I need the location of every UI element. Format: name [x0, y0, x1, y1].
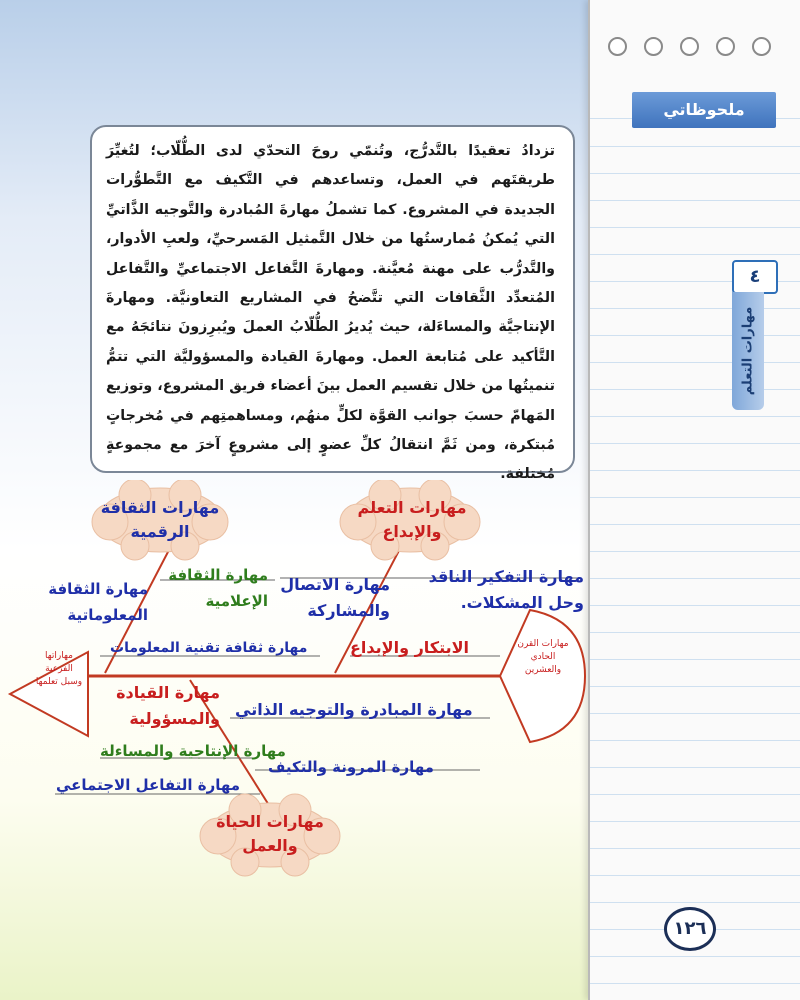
label-critical-thinking: مهارة التفكير الناقد وحل المشكلات.: [428, 567, 584, 612]
cloud-digital-text: مهارات الثقافة الرقمية: [100, 498, 220, 541]
binder-hole: [716, 37, 735, 56]
label-productivity: مهارة الإنتاجية والمساءلة: [100, 742, 286, 760]
notes-title: ملحوظاتي: [632, 92, 776, 128]
fish-tail-text: مهاراتها الفرعية وسبل تعلمها: [35, 651, 83, 687]
text-box: [90, 125, 575, 483]
chapter-number: ٤: [732, 260, 778, 294]
label-innovation: الابتكار والإبداع: [350, 638, 470, 657]
binder-hole: [608, 37, 627, 56]
label-social: مهارة التفاعل الاجتماعي: [56, 776, 241, 794]
binder-hole: [644, 37, 663, 56]
notebook-panel: [588, 0, 800, 1000]
label-it-culture: مهارة ثقافة تقنية المعلومات: [110, 640, 308, 656]
cloud-life-text: مهارات الحياة والعمل: [216, 812, 324, 855]
page-number: ١٢٦: [664, 907, 716, 951]
label-leadership: مهارة القيادة والمسؤولية: [116, 683, 220, 728]
fish-head-text: مهارات القرن الحادي والعشرين: [517, 639, 569, 675]
fishbone-diagram: [0, 480, 590, 880]
cloud-learning-text: مهارات التعلم والإبداع: [357, 498, 467, 541]
label-communication: مهارة الاتصال والمشاركة: [280, 575, 390, 620]
label-initiative: مهارة المبادرة والتوجيه الذاتي: [235, 700, 473, 719]
chapter-side-tab: [732, 292, 764, 410]
chapter-title: مهارات التعلم: [740, 306, 756, 396]
binder-hole: [680, 37, 699, 56]
label-flexibility: مهارة المرونة والتكيف: [268, 758, 434, 776]
label-media: مهارة الثقافة الإعلامية: [168, 566, 268, 610]
binder-hole: [752, 37, 771, 56]
body-paragraph: تزدادُ تعقيدًا بالتَّدرُّج، وتُنمّي روحَ التحدّي لدى الطُّلّاب؛ لتُغيِّرَ طريقتَهم في العمل، وتساعدهم في التَّكيف مع التَّطوُّرات الجديدة في المشروع. كما تشملُ مهارةَ المُبادرة والتَّوجيه الذَّاتيِّ التي يُمكنُ مُمارستُها من خلال التَّمثيل المَسرحيِّ، ولعبِ الأدوار، والتَّدرُّب على مهنة مُعيَّنة. ومهارةَ التَّفاعل الاجتماعيِّ والتَّفاعل المُتعدِّد الثَّقافات التي تتَّضحُ في المشاريع التعاونيَّة. ومهارةَ الإنتاجيَّة والمساءَلة، حيث يُديرُ الطُّلّابُ العملَ ويُبرِزونَ نتائجَهُ مع التَّأكيد على مُتابعة العمل. ومهارةَ القيادة والمسؤوليَّة التي تتمُّ تنميتُها من خلال تقسيم العمل بينَ أعضاء فريق المشروع، وتوزيع المَهامّ حسبَ جوانب القوَّة لكلٍّ منهُم، ومساهمتِهم في مُخرجاتٍ مُبتكرة، ومن ثَمَّ انتقالُ كلِّ عضوٍ إلى مشروعٍ آخرَ مع مجموعةٍ مُختلفة.: [106, 143, 555, 483]
label-info-culture: مهارة الثقافة المعلوماتية: [48, 580, 148, 624]
